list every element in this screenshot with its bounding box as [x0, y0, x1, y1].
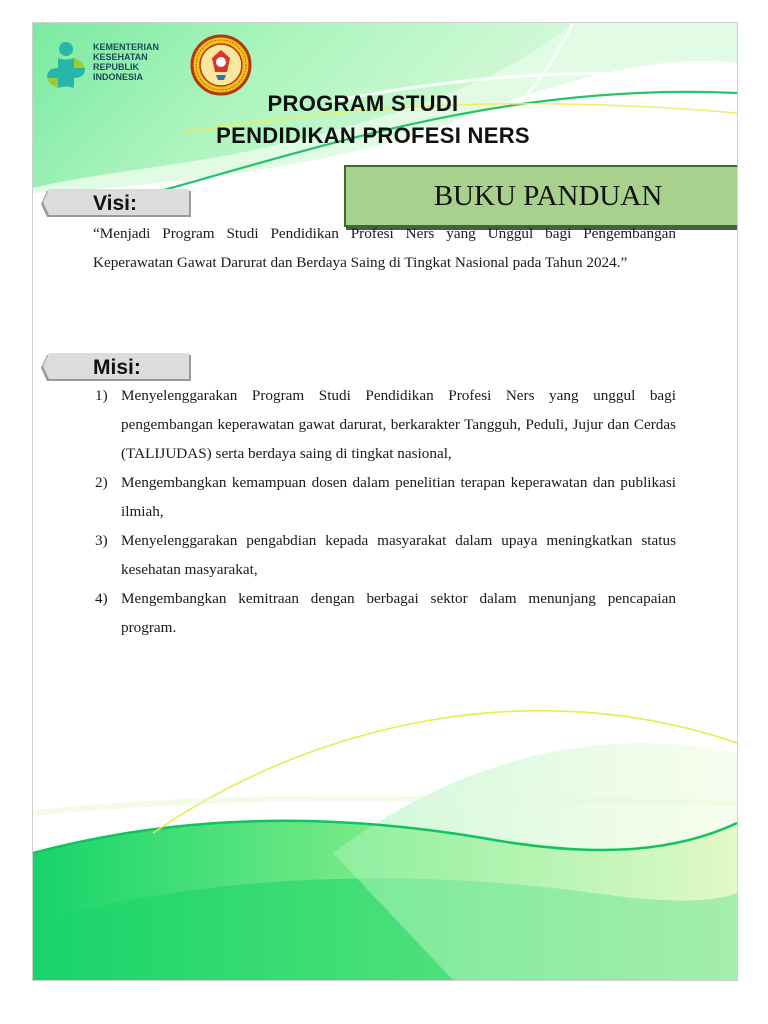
- visi-label: Visi:: [93, 192, 137, 215]
- list-item: [61, 584, 676, 642]
- program-title-line1: PROGRAM STUDI: [267, 91, 459, 116]
- list-item-text: Menyelenggarakan Program Studi Pendidikan Profesi Ners yang unggul bagi pengembangan keperawatan gawat darurat, berkarakter Tangguh, Peduli, Jujur dan Cerdas (TALIJUDAS) serta berdaya saing di tingkat nasional,: [121, 387, 676, 462]
- list-number: 4): [95, 590, 108, 607]
- list-item: [61, 526, 676, 584]
- kemenkes-logo-icon: [43, 38, 89, 92]
- list-item: [61, 468, 676, 526]
- program-title-line2: PENDIDIKAN PROFESI NERS: [216, 123, 530, 148]
- list-item-text: Mengembangkan kemampuan dosen dalam penelitian terapan keperawatan dan publikasi ilmiah,: [121, 474, 676, 520]
- ministry-line: KEMENTERIAN: [93, 42, 160, 52]
- misi-label: Misi:: [93, 356, 141, 379]
- list-number: 3): [95, 532, 108, 549]
- ministry-line: REPUBLIK: [93, 62, 140, 72]
- document-page: [32, 22, 738, 981]
- visi-heading: [41, 189, 191, 219]
- ministry-line: INDONESIA: [93, 72, 144, 82]
- university-seal-icon: [190, 34, 252, 96]
- list-number: 2): [95, 474, 108, 491]
- list-item-text: Mengembangkan kemitraan dengan berbagai sektor dalam menunjang pencapaian program.: [121, 590, 676, 636]
- list-item-text: Menyelenggarakan pengabdian kepada masyarakat dalam upaya meningkatkan status kesehatan masyarakat,: [121, 532, 676, 578]
- ministry-name: [93, 42, 159, 82]
- misi-list: [61, 381, 676, 642]
- list-item: [61, 381, 676, 468]
- guidebook-badge: BUKU PANDUAN: [344, 165, 738, 227]
- list-number: 1): [95, 387, 108, 404]
- kemenkes-logo: [43, 38, 183, 96]
- visi-text: “Menjadi Program Studi Pendidikan Profesi Ners yang Unggul bagi Pengembangan Keperawatan Gawat Darurat dan Berdaya Saing di Tingkat Nasional pada Tahun 2024.”: [93, 225, 676, 271]
- ministry-line: KESEHATAN: [93, 52, 148, 62]
- misi-heading: [41, 353, 191, 383]
